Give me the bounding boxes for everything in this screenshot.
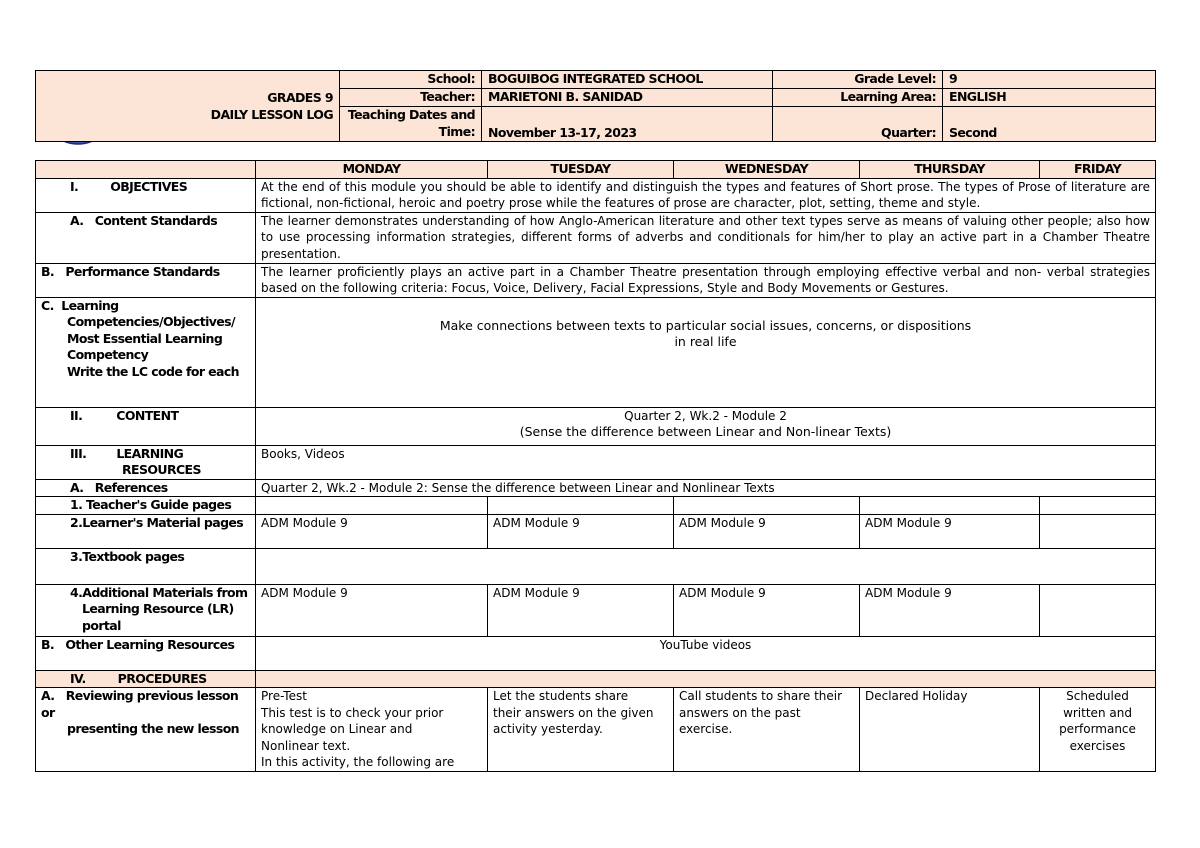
procedures-num: IV. — [70, 670, 86, 686]
competencies-line3: Most Essential Learning — [67, 330, 223, 346]
am-wednesday: ADM Module 9 — [674, 584, 860, 636]
lm-thursday: ADM Module 9 — [860, 514, 1040, 548]
lm-monday: ADM Module 9 — [256, 514, 488, 548]
rev-mon-line2: This test is to check your prior — [261, 705, 444, 720]
other-resources-num: B. — [41, 636, 55, 652]
dates-label-line1: Teaching Dates and — [347, 107, 475, 122]
tg-tuesday — [488, 497, 674, 515]
objectives-text: At the end of this module you should be able to identify and distinguish the types and features of Short prose. The types of Prose of literature are fictional, non-fictional, heroic and poetry prose while the features of prose are character, plot, setting, theme and style. — [256, 178, 1156, 212]
procedures-fill — [256, 670, 1156, 688]
rev-mon-line4: Nonlinear text. — [261, 738, 351, 753]
additional-materials-label — [36, 584, 256, 636]
other-resources-text: YouTube videos — [256, 636, 1156, 670]
competencies-line1 — [41, 298, 250, 315]
objectives-label — [36, 178, 256, 212]
reviewing-friday — [1040, 688, 1156, 772]
content-text-line2: (Sense the difference between Linear and Non-linear Texts) — [519, 424, 892, 439]
lm-tuesday: ADM Module 9 — [488, 514, 674, 548]
reviewing-line2: presenting the new lesson — [67, 721, 239, 736]
content-standards-title: Content Standards — [94, 212, 218, 228]
day-friday: FRIDAY — [1040, 161, 1156, 179]
other-resources-label — [36, 636, 256, 670]
objectives-num: I. — [70, 178, 79, 194]
lm-friday — [1040, 514, 1156, 548]
rev-tue-line3: activity yesterday. — [493, 722, 603, 736]
am-friday — [1040, 584, 1156, 636]
header-table — [35, 70, 1156, 142]
procedures-label — [36, 670, 256, 688]
title-cell — [36, 71, 340, 142]
day-wednesday: WEDNESDAY — [674, 161, 860, 179]
other-resources-title: Other Learning Resources — [65, 636, 235, 652]
content-standards-label — [36, 212, 256, 263]
title-dll: DAILY LESSON LOG — [210, 106, 333, 122]
day-thursday: THURSDAY — [860, 161, 1040, 179]
resources-line2: RESOURCES — [122, 462, 201, 477]
procedures-title: PROCEDURES — [117, 670, 207, 686]
reviewing-line1 — [41, 688, 250, 721]
references-label — [36, 479, 256, 497]
lesson-table — [35, 160, 1156, 772]
rev-fri-line2: written and — [1063, 705, 1132, 720]
additional-materials-line2: Learning Resource (LR) — [82, 601, 234, 616]
teachers-guide-label: 1. Teacher's Guide pages — [36, 497, 256, 515]
dates-value: November 13-17, 2023 — [482, 107, 773, 142]
rev-wed-line3: exercise. — [679, 722, 733, 736]
competencies-title: Learning — [61, 297, 119, 313]
rev-wed-line2: answers on the past — [679, 705, 801, 720]
dates-label — [340, 107, 482, 142]
tg-monday — [256, 497, 488, 515]
reviewing-thursday: Declared Holiday — [860, 688, 1040, 772]
textbook-label: 3.Textbook pages — [36, 548, 256, 584]
reviewing-tuesday — [488, 688, 674, 772]
performance-standards-label — [36, 263, 256, 297]
learners-material-label: 2.Learner's Material pages — [36, 514, 256, 548]
resources-title: LEARNING — [116, 445, 184, 461]
resources-num: III. — [70, 445, 87, 461]
area-value: ENGLISH — [943, 89, 1156, 107]
competencies-text — [256, 297, 1156, 407]
area-label: Learning Area: — [773, 89, 943, 107]
references-text: Quarter 2, Wk.2 - Module 2: Sense the difference between Linear and Nonlinear Texts — [256, 479, 1156, 497]
dates-label-line2: Time: — [438, 123, 475, 139]
quarter-value: Second — [943, 107, 1156, 142]
lm-wednesday: ADM Module 9 — [674, 514, 860, 548]
rev-fri-line3: performance — [1059, 722, 1136, 736]
rev-tue-line1: Let the students share — [493, 689, 629, 703]
content-num: II. — [70, 407, 83, 423]
competencies-line4: Competency — [67, 347, 149, 362]
competencies-line5: Write the LC code for each — [67, 363, 239, 379]
day-monday: MONDAY — [256, 161, 488, 179]
competencies-label — [36, 297, 256, 407]
rev-wed-line1: Call students to share their — [679, 689, 843, 703]
reviewing-title: Reviewing previous lesson or — [41, 688, 239, 720]
resources-label — [36, 445, 256, 479]
grade-label: Grade Level: — [773, 71, 943, 89]
competencies-line2: Competencies/Objectives/ — [67, 314, 235, 329]
content-label — [36, 407, 256, 445]
content-title: CONTENT — [116, 407, 179, 423]
resources-text: Books, Videos — [256, 445, 1156, 479]
rev-mon-line5: In this activity, the following are — [261, 755, 455, 769]
additional-materials-line3: portal — [82, 617, 121, 633]
performance-standards-text: The learner proficiently plays an active part in a Chamber Theatre presentation through employing effective verbal and non- verbal strategies based on the following criteria: Focus, Voice, Delivery, Facial Expressions, Style and Body Movements or Gestures. — [256, 263, 1156, 297]
am-thursday: ADM Module 9 — [860, 584, 1040, 636]
rev-tue-line2: their answers on the given — [493, 705, 654, 720]
tg-thursday — [860, 497, 1040, 515]
quarter-label: Quarter: — [773, 107, 943, 142]
competencies-num: C. — [41, 297, 54, 313]
content-text-line1: Quarter 2, Wk.2 - Module 2 — [624, 408, 787, 423]
am-monday: ADM Module 9 — [256, 584, 488, 636]
reviewing-monday — [256, 688, 488, 772]
rev-fri-line1: Scheduled — [1066, 689, 1129, 703]
tg-wednesday — [674, 497, 860, 515]
rev-mon-line3: knowledge on Linear and — [261, 722, 413, 736]
teacher-value: MARIETONI B. SANIDAD — [482, 89, 773, 107]
references-title: References — [94, 479, 168, 495]
reviewing-num: A. — [41, 688, 55, 703]
objectives-title: OBJECTIVES — [110, 178, 188, 194]
reviewing-wednesday — [674, 688, 860, 772]
corner-cell — [36, 161, 256, 179]
content-standards-text: The learner demonstrates understanding of how Anglo-American literature and other text types serve as means of valuing other people; also how to use processing information strategies, different forms of adverbs and conditionals for him/her to play an active part in a Chamber Theatre presentation. — [256, 212, 1156, 263]
competencies-text-line1: Make connections between texts to particular social issues, concerns, or dispositions — [439, 317, 972, 333]
school-value: BOGUIBOG INTEGRATED SCHOOL — [482, 71, 773, 89]
performance-standards-num: B. — [41, 263, 55, 279]
school-label: School: — [340, 71, 482, 89]
am-tuesday: ADM Module 9 — [488, 584, 674, 636]
grade-value: 9 — [943, 71, 1156, 89]
content-standards-num: A. — [70, 212, 84, 228]
rev-mon-line1: Pre-Test — [261, 689, 307, 703]
references-num: A. — [70, 479, 84, 495]
teacher-label: Teacher: — [340, 89, 482, 107]
day-tuesday: TUESDAY — [488, 161, 674, 179]
reviewing-label — [36, 688, 256, 772]
rev-fri-line4: exercises — [1069, 738, 1126, 753]
performance-standards-title: Performance Standards — [65, 263, 220, 279]
title-grades: GRADES 9 — [267, 90, 333, 105]
tg-friday — [1040, 497, 1156, 515]
competencies-text-line2: in real life — [674, 334, 737, 349]
additional-materials-line1: 4.Additional Materials from — [70, 584, 248, 600]
textbook-value — [256, 548, 1156, 584]
content-text — [256, 407, 1156, 445]
resources-line1 — [70, 446, 250, 463]
